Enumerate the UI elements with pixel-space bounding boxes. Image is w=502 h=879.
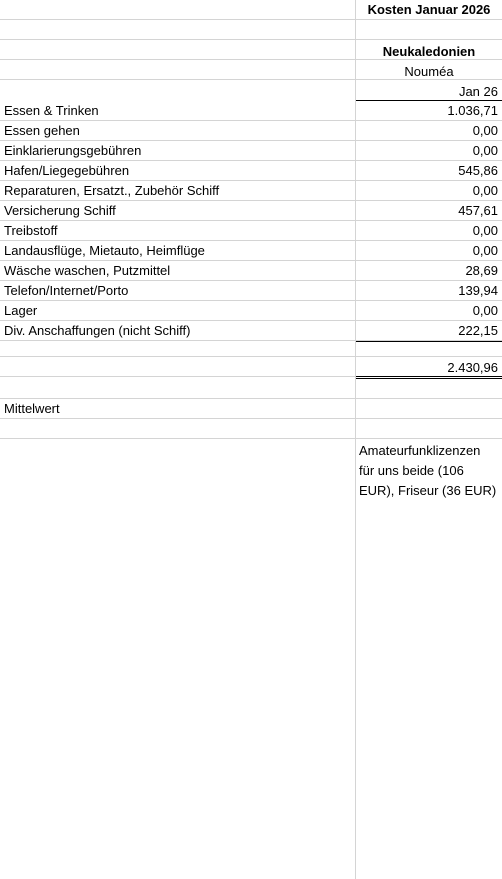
total-double-line-1 [356,376,502,377]
empty-row [0,379,502,399]
cost-value[interactable]: 457,61 [458,203,498,218]
city-row [0,60,502,80]
cost-category-label[interactable]: Treibstoff [4,223,58,238]
cost-category-label[interactable]: Essen gehen [4,123,80,138]
cost-value[interactable]: 28,69 [465,263,498,278]
cost-value[interactable]: 545,86 [458,163,498,178]
cost-category-label[interactable]: Lager [4,303,38,318]
cost-category-label[interactable]: Essen & Trinken [4,103,99,118]
cost-value[interactable]: 0,00 [472,303,498,318]
table-row [0,301,502,321]
month-row [0,80,502,100]
cost-value[interactable]: 0,00 [472,223,498,238]
cost-value[interactable]: 0,00 [472,143,498,158]
empty-row [0,419,502,439]
cost-category-label[interactable]: Landausflüge, Mietauto, Heimflüge [4,243,205,258]
table-row [0,241,502,261]
cost-category-label[interactable]: Reparaturen, Ersatzt., Zubehör Schiff [4,183,220,198]
cost-category-label[interactable]: Telefon/Internet/Porto [4,283,129,298]
table-row [0,281,502,301]
table-row [0,261,502,281]
cost-value[interactable]: 0,00 [472,183,498,198]
empty-row [0,20,502,40]
average-row [0,399,502,419]
average-label[interactable]: Mittelwert [4,401,60,416]
total-row [0,357,502,377]
cost-category-label[interactable]: Hafen/Liegegebühren [4,163,130,178]
total-cell[interactable]: 2.430,96 [447,360,498,375]
city-cell[interactable]: Nouméa [404,64,454,79]
cost-value[interactable]: 222,15 [458,323,498,338]
table-row [0,221,502,241]
sheet-title[interactable]: Kosten Januar 2026 [367,2,491,17]
table-row [0,121,502,141]
cost-category-label[interactable]: Einklarierungsgebühren [4,143,142,158]
table-row [0,201,502,221]
title-row [0,0,502,20]
month-cell[interactable]: Jan 26 [458,84,498,99]
empty-row [0,341,502,357]
country-cell[interactable]: Neukaledonien [382,44,476,59]
cost-category-label[interactable]: Div. Anschaffungen (nicht Schiff) [4,323,191,338]
comment-cell[interactable]: Amateurfunklizenzen für uns beide (106 EUR), Friseur (36 EUR) [359,443,497,498]
cost-value[interactable]: 0,00 [472,123,498,138]
country-row [0,40,502,60]
table-row [0,161,502,181]
cost-value[interactable]: 139,94 [458,283,498,298]
cost-value[interactable]: 0,00 [472,243,498,258]
table-row [0,101,502,121]
table-row [0,321,502,341]
table-row [0,141,502,161]
cost-category-label[interactable]: Wäsche waschen, Putzmittel [4,263,171,278]
cost-value[interactable]: 1.036,71 [447,103,498,118]
cost-category-label[interactable]: Versicherung Schiff [4,203,116,218]
table-row [0,181,502,201]
